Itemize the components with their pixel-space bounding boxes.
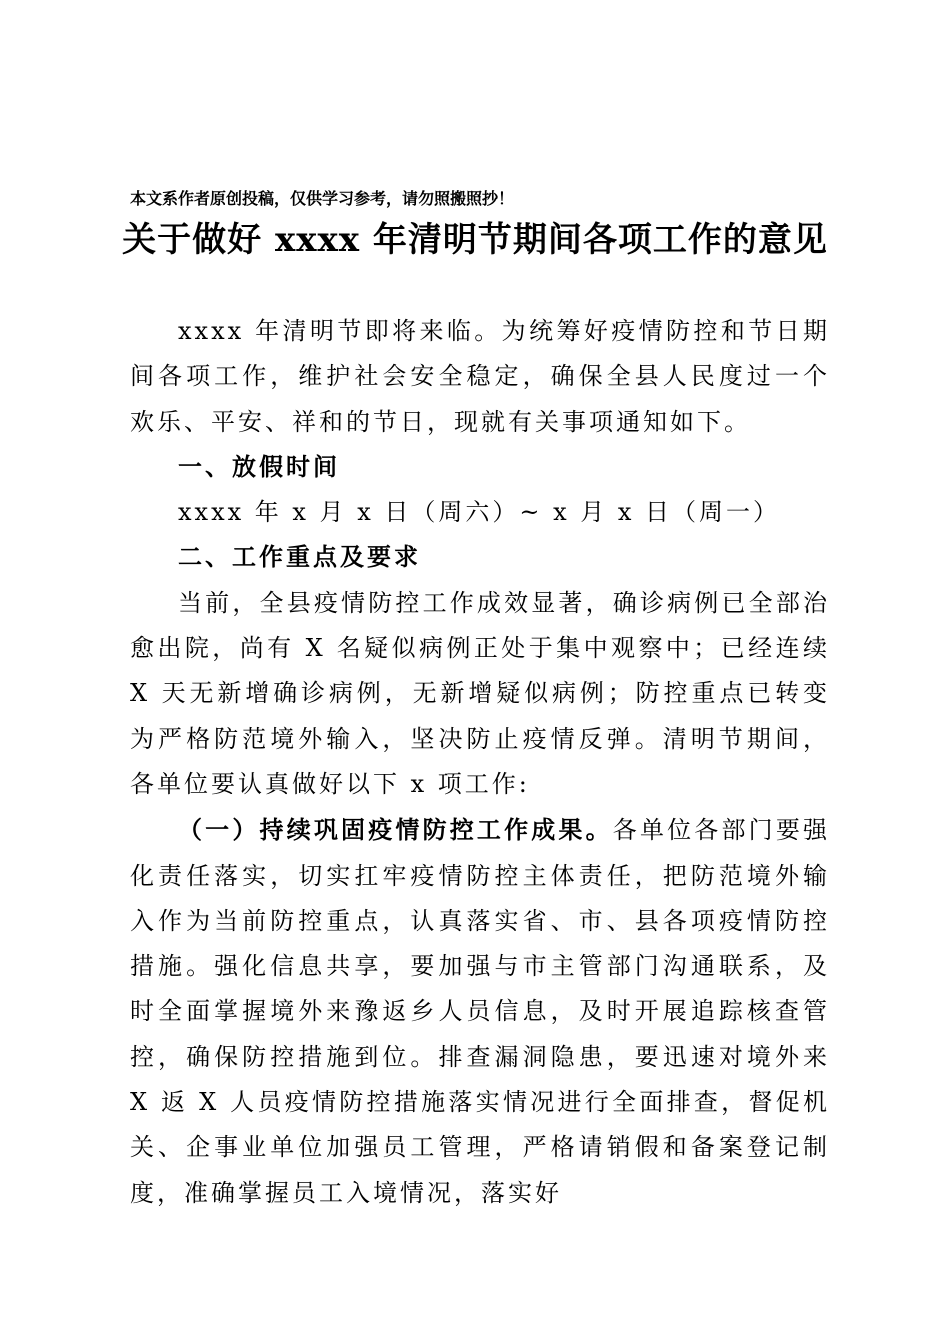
item1-lead: （一）持续巩固疫情防控工作成果。 bbox=[178, 815, 613, 845]
document-title: 关于做好 xxxx 年清明节期间各项工作的意见 bbox=[122, 220, 828, 260]
holiday-dates: xxxx 年 x 月 x 日（周六）~ x 月 x 日（周一） bbox=[178, 498, 781, 527]
requirements-paragraph: 当前，全县疫情防控工作成效显著，确诊病例已全部治愈出院，尚有 X 名疑似病例正处于集中观察中；已经连续 X 天无新增确诊病例，无新增疑似病例；防控重点已转变为严格防范境外输入，坚决防止疫情反弹。清明节期间，各单位要认真做好以下 x 项工作: bbox=[130, 588, 830, 798]
section-heading-requirements: 二、工作重点及要求 bbox=[178, 543, 421, 572]
item1-body: 各单位各部门要强化责任落实，切实扛牢疫情防控主体责任，把防范境外输入作为当前防控重点，认真落实省、市、县各项疫情防控措施。强化信息共享，要加强与市主管部门沟通联系，及时全面掌握境外来豫返乡人员信息，及时开展追踪核查管控，确保防控措施到位。排查漏洞隐患，要迅速对境外来 X 返 X 人员疫情防控措施落实情况进行全面排查，督促机关、企事业单位加强员工管理，严格请销假和备案登记制度，准确掌握员工入境情况，落实好 bbox=[130, 816, 830, 1207]
item1-paragraph bbox=[130, 807, 830, 1216]
section-heading-holiday: 一、放假时间 bbox=[178, 452, 340, 481]
copyright-note: 本文系作者原创投稿，仅供学习参考，请勿照搬照抄！ bbox=[130, 189, 515, 208]
document-body bbox=[130, 309, 830, 1216]
intro-paragraph: xxxx 年清明节即将来临。为统筹好疫情防控和节日期间各项工作，维护社会安全稳定，确保全县人民度过一个欢乐、平安、祥和的节日，现就有关事项通知如下。 bbox=[130, 317, 830, 436]
